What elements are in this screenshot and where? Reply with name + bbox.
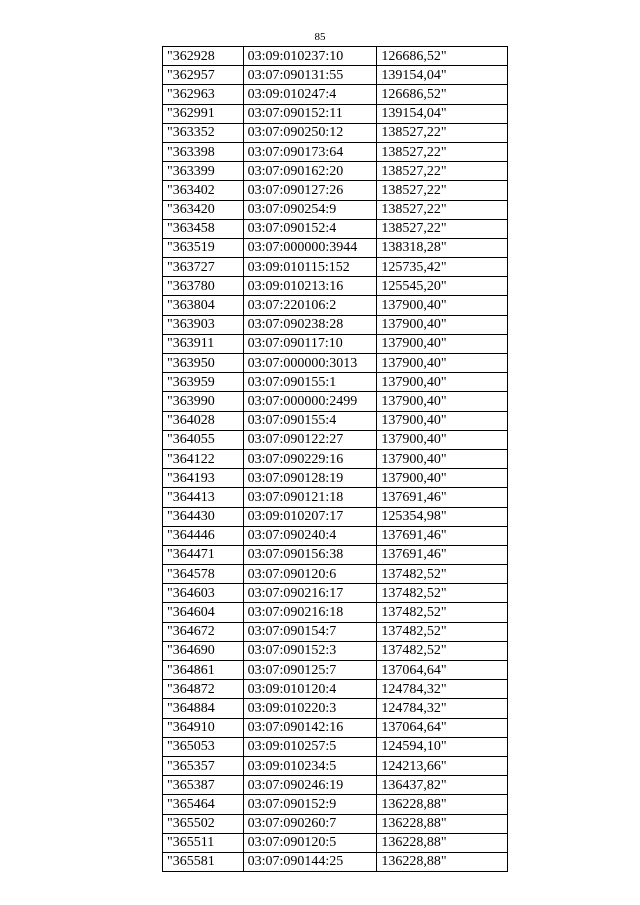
record-id-cell: "365464 bbox=[163, 795, 244, 814]
record-id-cell: "364471 bbox=[163, 545, 244, 564]
record-id-cell: "362991 bbox=[163, 104, 244, 123]
cadastral-number-cell: 03:07:090238:28 bbox=[243, 315, 377, 334]
value-cell: 137900,40" bbox=[377, 430, 508, 449]
record-id-cell: "363990 bbox=[163, 392, 244, 411]
value-cell: 136228,88" bbox=[377, 833, 508, 852]
table-row bbox=[163, 507, 508, 526]
cadastral-number-cell: 03:07:090155:1 bbox=[243, 373, 377, 392]
data-table bbox=[162, 46, 508, 872]
value-cell: 137691,46" bbox=[377, 488, 508, 507]
cadastral-number-cell: 03:07:090260:7 bbox=[243, 814, 377, 833]
cadastral-number-cell: 03:07:090128:19 bbox=[243, 469, 377, 488]
value-cell: 137482,52" bbox=[377, 584, 508, 603]
cadastral-number-cell: 03:09:010220:3 bbox=[243, 699, 377, 718]
record-id-cell: "363903 bbox=[163, 315, 244, 334]
value-cell: 137900,40" bbox=[377, 354, 508, 373]
value-cell: 139154,04" bbox=[377, 104, 508, 123]
record-id-cell: "364446 bbox=[163, 526, 244, 545]
cadastral-number-cell: 03:07:090173:64 bbox=[243, 142, 377, 161]
table-row bbox=[163, 680, 508, 699]
cadastral-number-cell: 03:07:090152:11 bbox=[243, 104, 377, 123]
cadastral-number-cell: 03:07:090152:3 bbox=[243, 641, 377, 660]
cadastral-number-cell: 03:07:220106:2 bbox=[243, 296, 377, 315]
table-row bbox=[163, 814, 508, 833]
table-row bbox=[163, 219, 508, 238]
cadastral-number-cell: 03:07:090162:20 bbox=[243, 162, 377, 181]
record-id-cell: "364604 bbox=[163, 603, 244, 622]
value-cell: 138527,22" bbox=[377, 123, 508, 142]
cadastral-number-cell: 03:07:090127:26 bbox=[243, 181, 377, 200]
table-row bbox=[163, 718, 508, 737]
record-id-cell: "364603 bbox=[163, 584, 244, 603]
value-cell: 137064,64" bbox=[377, 718, 508, 737]
table-row bbox=[163, 104, 508, 123]
record-id-cell: "364055 bbox=[163, 430, 244, 449]
page-number: 85 bbox=[314, 31, 326, 43]
table-row bbox=[163, 354, 508, 373]
table-row bbox=[163, 430, 508, 449]
record-id-cell: "365502 bbox=[163, 814, 244, 833]
table-row bbox=[163, 833, 508, 852]
value-cell: 138527,22" bbox=[377, 181, 508, 200]
cadastral-number-cell: 03:07:090240:4 bbox=[243, 526, 377, 545]
table-row bbox=[163, 565, 508, 584]
record-id-cell: "365053 bbox=[163, 737, 244, 756]
value-cell: 138527,22" bbox=[377, 162, 508, 181]
cadastral-number-cell: 03:07:090246:19 bbox=[243, 776, 377, 795]
value-cell: 137900,40" bbox=[377, 411, 508, 430]
value-cell: 137482,52" bbox=[377, 622, 508, 641]
table-row bbox=[163, 756, 508, 775]
cadastral-number-cell: 03:07:090152:4 bbox=[243, 219, 377, 238]
value-cell: 136228,88" bbox=[377, 852, 508, 871]
table-row bbox=[163, 123, 508, 142]
cadastral-number-cell: 03:09:010237:10 bbox=[243, 47, 377, 66]
table-row bbox=[163, 852, 508, 871]
value-cell: 126686,52" bbox=[377, 85, 508, 104]
record-id-cell: "364872 bbox=[163, 680, 244, 699]
value-cell: 136437,82" bbox=[377, 776, 508, 795]
table-row bbox=[163, 469, 508, 488]
table-row bbox=[163, 795, 508, 814]
cadastral-number-cell: 03:09:010120:4 bbox=[243, 680, 377, 699]
value-cell: 137900,40" bbox=[377, 449, 508, 468]
table-row bbox=[163, 641, 508, 660]
value-cell: 125735,42" bbox=[377, 258, 508, 277]
value-cell: 137064,64" bbox=[377, 661, 508, 680]
table-row bbox=[163, 47, 508, 66]
cadastral-number-cell: 03:07:090122:27 bbox=[243, 430, 377, 449]
cadastral-number-cell: 03:09:010247:4 bbox=[243, 85, 377, 104]
record-id-cell: "364672 bbox=[163, 622, 244, 641]
value-cell: 136228,88" bbox=[377, 795, 508, 814]
record-id-cell: "363950 bbox=[163, 354, 244, 373]
cadastral-number-cell: 03:07:090250:12 bbox=[243, 123, 377, 142]
cadastral-number-cell: 03:07:090120:6 bbox=[243, 565, 377, 584]
table-row bbox=[163, 66, 508, 85]
value-cell: 137691,46" bbox=[377, 526, 508, 545]
record-id-cell: "363780 bbox=[163, 277, 244, 296]
record-id-cell: "363398 bbox=[163, 142, 244, 161]
record-id-cell: "362963 bbox=[163, 85, 244, 104]
table-row bbox=[163, 85, 508, 104]
value-cell: 137482,52" bbox=[377, 565, 508, 584]
value-cell: 124594,10" bbox=[377, 737, 508, 756]
cadastral-number-cell: 03:07:000000:3944 bbox=[243, 238, 377, 257]
cadastral-number-cell: 03:07:000000:3013 bbox=[243, 354, 377, 373]
value-cell: 137691,46" bbox=[377, 545, 508, 564]
table-body bbox=[163, 47, 508, 872]
record-id-cell: "363402 bbox=[163, 181, 244, 200]
value-cell: 137900,40" bbox=[377, 392, 508, 411]
cadastral-number-cell: 03:07:090155:4 bbox=[243, 411, 377, 430]
record-id-cell: "363458 bbox=[163, 219, 244, 238]
value-cell: 137900,40" bbox=[377, 334, 508, 353]
record-id-cell: "363727 bbox=[163, 258, 244, 277]
value-cell: 138527,22" bbox=[377, 142, 508, 161]
cadastral-number-cell: 03:07:090144:25 bbox=[243, 852, 377, 871]
record-id-cell: "365387 bbox=[163, 776, 244, 795]
value-cell: 137900,40" bbox=[377, 373, 508, 392]
value-cell: 137900,40" bbox=[377, 469, 508, 488]
table-row bbox=[163, 776, 508, 795]
table-row bbox=[163, 449, 508, 468]
value-cell: 136228,88" bbox=[377, 814, 508, 833]
record-id-cell: "365511 bbox=[163, 833, 244, 852]
table-row bbox=[163, 277, 508, 296]
cadastral-number-cell: 03:07:090120:5 bbox=[243, 833, 377, 852]
table-row bbox=[163, 258, 508, 277]
record-id-cell: "364430 bbox=[163, 507, 244, 526]
value-cell: 125354,98" bbox=[377, 507, 508, 526]
cadastral-number-cell: 03:07:090121:18 bbox=[243, 488, 377, 507]
record-id-cell: "363959 bbox=[163, 373, 244, 392]
table-row bbox=[163, 296, 508, 315]
value-cell: 138527,22" bbox=[377, 200, 508, 219]
value-cell: 137900,40" bbox=[377, 296, 508, 315]
cadastral-number-cell: 03:07:090142:16 bbox=[243, 718, 377, 737]
record-id-cell: "364122 bbox=[163, 449, 244, 468]
cadastral-number-cell: 03:09:010234:5 bbox=[243, 756, 377, 775]
table-row bbox=[163, 162, 508, 181]
value-cell: 137482,52" bbox=[377, 603, 508, 622]
cadastral-number-cell: 03:07:090254:9 bbox=[243, 200, 377, 219]
cadastral-number-cell: 03:07:000000:2499 bbox=[243, 392, 377, 411]
cadastral-number-cell: 03:09:010257:5 bbox=[243, 737, 377, 756]
table-row bbox=[163, 603, 508, 622]
record-id-cell: "362957 bbox=[163, 66, 244, 85]
cadastral-number-cell: 03:07:090229:16 bbox=[243, 449, 377, 468]
table-row bbox=[163, 200, 508, 219]
cadastral-number-cell: 03:07:090216:18 bbox=[243, 603, 377, 622]
cadastral-number-cell: 03:09:010115:152 bbox=[243, 258, 377, 277]
value-cell: 138318,28" bbox=[377, 238, 508, 257]
table-row bbox=[163, 488, 508, 507]
table-row bbox=[163, 411, 508, 430]
cadastral-number-cell: 03:07:090117:10 bbox=[243, 334, 377, 353]
record-id-cell: "365581 bbox=[163, 852, 244, 871]
record-id-cell: "363399 bbox=[163, 162, 244, 181]
record-id-cell: "364884 bbox=[163, 699, 244, 718]
record-id-cell: "363352 bbox=[163, 123, 244, 142]
cadastral-number-cell: 03:07:090125:7 bbox=[243, 661, 377, 680]
cadastral-number-cell: 03:07:090131:55 bbox=[243, 66, 377, 85]
value-cell: 124784,32" bbox=[377, 699, 508, 718]
cadastral-number-cell: 03:07:090152:9 bbox=[243, 795, 377, 814]
value-cell: 137900,40" bbox=[377, 315, 508, 334]
table-row bbox=[163, 622, 508, 641]
table-row bbox=[163, 142, 508, 161]
cadastral-number-cell: 03:09:010213:16 bbox=[243, 277, 377, 296]
record-id-cell: "363911 bbox=[163, 334, 244, 353]
record-id-cell: "363519 bbox=[163, 238, 244, 257]
cadastral-number-cell: 03:07:090216:17 bbox=[243, 584, 377, 603]
record-id-cell: "364578 bbox=[163, 565, 244, 584]
cadastral-number-cell: 03:07:090156:38 bbox=[243, 545, 377, 564]
value-cell: 124213,66" bbox=[377, 756, 508, 775]
table-row bbox=[163, 334, 508, 353]
record-id-cell: "364861 bbox=[163, 661, 244, 680]
record-id-cell: "364690 bbox=[163, 641, 244, 660]
table-row bbox=[163, 238, 508, 257]
table-row bbox=[163, 699, 508, 718]
value-cell: 137482,52" bbox=[377, 641, 508, 660]
value-cell: 138527,22" bbox=[377, 219, 508, 238]
value-cell: 124784,32" bbox=[377, 680, 508, 699]
record-id-cell: "364193 bbox=[163, 469, 244, 488]
value-cell: 125545,20" bbox=[377, 277, 508, 296]
table-row bbox=[163, 661, 508, 680]
record-id-cell: "363420 bbox=[163, 200, 244, 219]
value-cell: 126686,52" bbox=[377, 47, 508, 66]
record-id-cell: "364910 bbox=[163, 718, 244, 737]
record-id-cell: "363804 bbox=[163, 296, 244, 315]
record-id-cell: "365357 bbox=[163, 756, 244, 775]
record-id-cell: "362928 bbox=[163, 47, 244, 66]
table-row bbox=[163, 584, 508, 603]
cadastral-number-cell: 03:07:090154:7 bbox=[243, 622, 377, 641]
table-row bbox=[163, 526, 508, 545]
table-row bbox=[163, 181, 508, 200]
record-id-cell: "364413 bbox=[163, 488, 244, 507]
table-row bbox=[163, 737, 508, 756]
table-row bbox=[163, 373, 508, 392]
record-id-cell: "364028 bbox=[163, 411, 244, 430]
table-row bbox=[163, 315, 508, 334]
table-row bbox=[163, 392, 508, 411]
table-row bbox=[163, 545, 508, 564]
value-cell: 139154,04" bbox=[377, 66, 508, 85]
cadastral-number-cell: 03:09:010207:17 bbox=[243, 507, 377, 526]
